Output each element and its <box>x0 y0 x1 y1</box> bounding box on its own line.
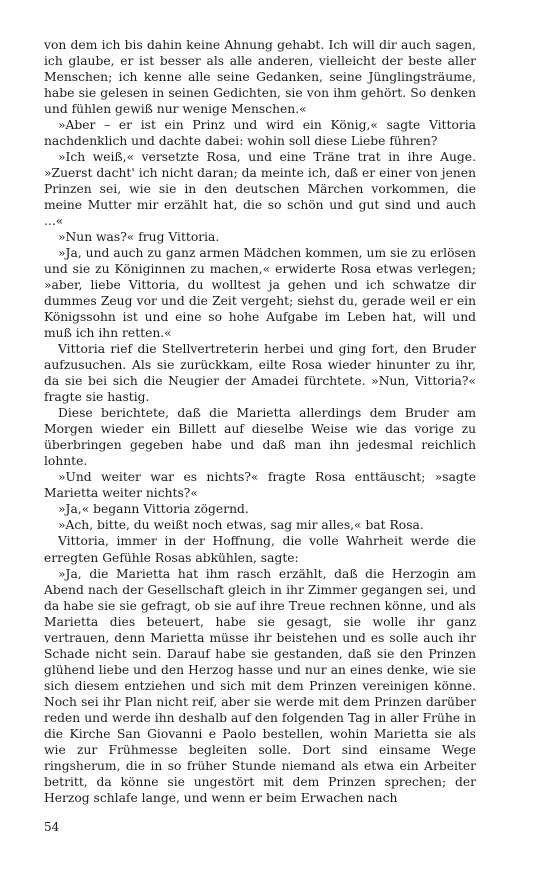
paragraph: »Ja, die Marietta hat ihm rasch erzählt, daß die Herzogin am Abend nach der Gesellschaft gleich in ihr Zimmer gegangen sei, und da habe sie sie gefragt, ob sie auf ihre Treue rechnen könne, und als Marietta dies beteuert, habe sie gesagt, sie wolle ihr ganz vertrauen, denn Marietta müsse ihr beistehen und es solle auch ihr Schade nicht sein. Darauf habe sie gestanden, daß sie den Prinzen glühend liebe und den Herzog hasse und nur an eines denke, wie sie sich diesem entziehen und sich mit dem Prinzen vereinigen könne. Noch sei ihr Plan nicht reif, aber sie werde mit dem Prinzen darüber reden und werde ihn deshalb auf den folgenden Tag in aller Frühe in die Kirche San Giovanni e Paolo bestellen, wohin Marietta sie als wie zur Frühmesse begleiten solle. Dort sind einsame Wege ringsherum, die in so früher Stunde niemand als etwa ein Arbeiter betritt, da könne sie ungestört mit dem Prinzen sprechen; der Herzog schlafe lange, und wenn er beim Erwachen nach <box>44 566 476 805</box>
page-number: 54 <box>44 820 60 834</box>
paragraph: »Ja,« begann Vittoria zögernd. <box>58 502 249 517</box>
paragraph: »Ich weiß,« versetzte Rosa, und eine Träne trat in ihre Auge. »Zuerst dacht' ich nicht daran; da meinte ich, daß er einer von jenen Prinzen sei, wie sie in den deutschen Märchen vorkommen, die meine Mutter mir erzählt hat, die so schön und gut sind und auch ...« <box>44 150 476 229</box>
paragraph: Vittoria rief die Stellvertreterin herbei und ging fort, den Bruder aufzusuchen. Als sie zurückkam, eilte Rosa wieder hinunter zu ihr, da sie bei sich die Neugier der Amadei fürchtete. »Nun, Vittoria?« fragte sie hastig. <box>44 342 476 405</box>
paragraph: »Ja, und auch zu ganz armen Mädchen kommen, um sie zu erlösen und sie zu Königinnen zu machen,« erwiderte Rosa etwas verlegen; »aber, liebe Vittoria, du wolltest ja gehen und ich schwatze dir dummes Zeug vor und die Zeit vergeht; siehst du, gerade weil er ein Königssohn ist und eine so hohe Aufgabe im Leben hat, will und muß ich ihn retten.« <box>44 246 476 341</box>
paragraph: »Nun was?« frug Vittoria. <box>58 230 220 245</box>
paragraph: »Aber – er ist ein Prinz und wird ein König,« sagte Vittoria nachdenklich und dachte dabei: wohin soll diese Liebe führen? <box>44 118 476 149</box>
paragraph: von dem ich bis dahin keine Ahnung gehabt. Ich will dir auch sagen, ich glaube, er ist besser als alle anderen, vielleicht der beste aller Menschen; ich kenne alle seine Gedanken, seine Jünglingsträume, habe sie gelesen in seinen Gedichten, sie von ihm gehört. So denken und fühlen gewiß nur wenige Menschen.« <box>44 38 476 117</box>
paragraph: Diese berichtete, daß die Marietta allerdings dem Bruder am Morgen wieder ein Billett auf dieselbe Weise wie das vorige zu überbringen gegeben habe und daß man ihn jedesmal reichlich lohnte. <box>44 406 476 469</box>
body-text <box>44 37 476 806</box>
paragraph: Vittoria, immer in der Hoffnung, die volle Wahrheit werde die erregten Gefühle Rosas abkühlen, sagte: <box>44 534 476 565</box>
paragraph: »Ach, bitte, du weißt noch etwas, sag mir alles,« bat Rosa. <box>58 518 424 533</box>
paragraph: »Und weiter war es nichts?« fragte Rosa enttäuscht; »sagte Marietta weiter nichts?« <box>44 470 476 501</box>
